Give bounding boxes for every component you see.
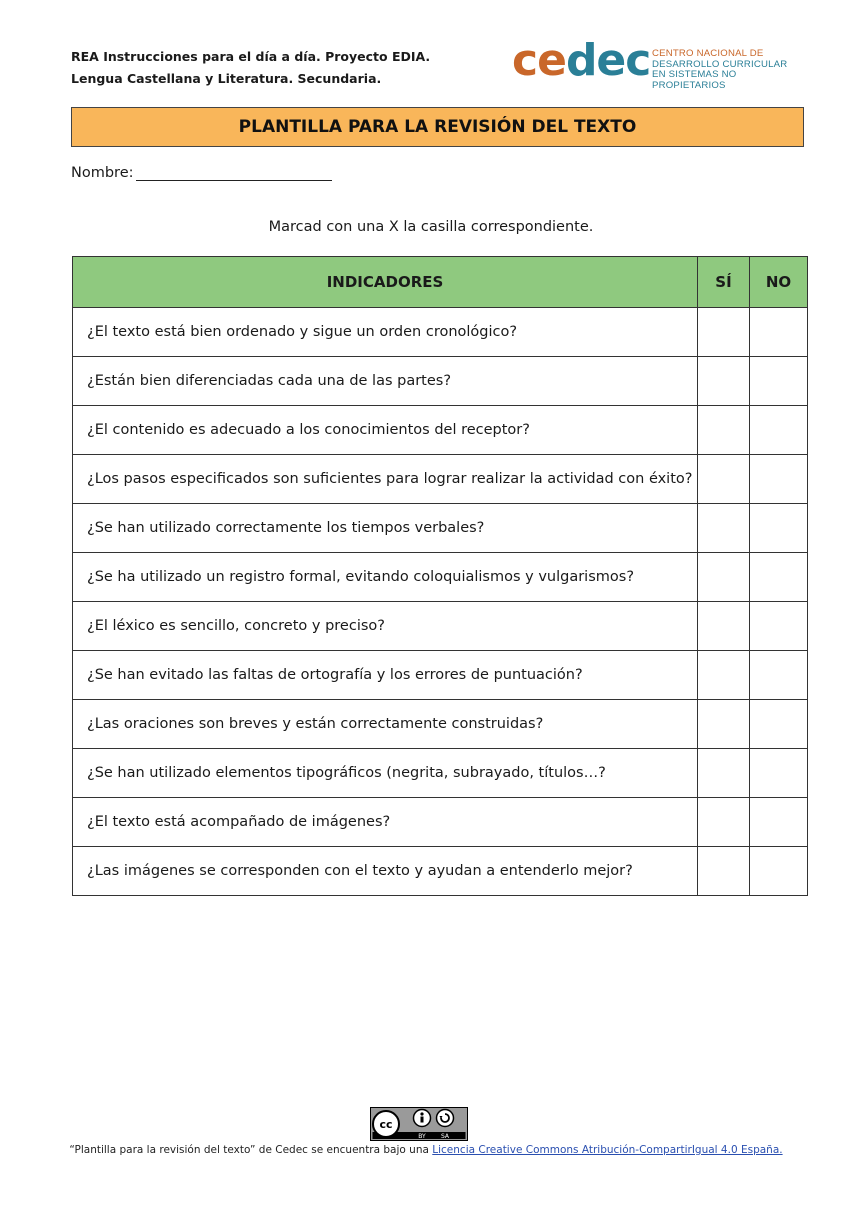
logo-subtitle-line-1: CENTRO NACIONAL DE <box>652 48 764 59</box>
table-row <box>73 455 808 504</box>
license-link[interactable]: Licencia Creative Commons Atribución-CompartirIgual 4.0 España. <box>432 1144 783 1156</box>
table-row <box>73 798 808 847</box>
table-row <box>73 553 808 602</box>
indicator-text: ¿Las imágenes se corresponden con el texto y ayudan a entenderlo mejor? <box>73 847 698 896</box>
cedec-logo <box>512 35 812 91</box>
logo-word-part-1: ce <box>512 35 566 86</box>
si-checkbox-cell[interactable] <box>698 357 750 406</box>
no-checkbox-cell[interactable] <box>750 700 808 749</box>
indicator-text: ¿Están bien diferenciadas cada una de las partes? <box>73 357 698 406</box>
instruction-text: Marcad con una X la casilla correspondiente. <box>268 219 594 235</box>
table-row <box>73 651 808 700</box>
logo-word-part-2: dec <box>565 35 651 86</box>
table-row <box>73 406 808 455</box>
si-checkbox-cell[interactable] <box>698 847 750 896</box>
header-si: SÍ <box>698 257 750 308</box>
indicator-text: ¿El texto está acompañado de imágenes? <box>73 798 698 847</box>
page-title: PLANTILLA PARA LA REVISIÓN DEL TEXTO <box>71 107 804 147</box>
indicator-text: ¿El léxico es sencillo, concreto y preciso? <box>73 602 698 651</box>
no-checkbox-cell[interactable] <box>750 798 808 847</box>
name-label: Nombre: <box>71 165 134 181</box>
document-header <box>71 46 430 90</box>
si-checkbox-cell[interactable] <box>698 602 750 651</box>
si-checkbox-cell[interactable] <box>698 749 750 798</box>
table-row <box>73 308 808 357</box>
license-footer <box>0 1144 852 1156</box>
table-row <box>73 700 808 749</box>
no-checkbox-cell[interactable] <box>750 602 808 651</box>
logo-subtitle-line-3: EN SISTEMAS NO PROPIETARIOS <box>652 69 737 91</box>
si-checkbox-cell[interactable] <box>698 406 750 455</box>
indicator-text: ¿Se han utilizado correctamente los tiempos verbales? <box>73 504 698 553</box>
table-row <box>73 602 808 651</box>
table-row <box>73 847 808 896</box>
indicator-text: ¿Las oraciones son breves y están correctamente construidas? <box>73 700 698 749</box>
no-checkbox-cell[interactable] <box>750 553 808 602</box>
by-label: BY <box>418 1133 426 1140</box>
no-checkbox-cell[interactable] <box>750 406 808 455</box>
logo-subtitle-line-2: DESARROLLO CURRICULAR <box>652 58 788 70</box>
no-checkbox-cell[interactable] <box>750 504 808 553</box>
si-checkbox-cell[interactable] <box>698 455 750 504</box>
no-checkbox-cell[interactable] <box>750 455 808 504</box>
table-header-row <box>73 257 808 308</box>
no-checkbox-cell[interactable] <box>750 651 808 700</box>
cc-by-sa-badge[interactable] <box>370 1107 468 1145</box>
table-row <box>73 357 808 406</box>
header-line-1: REA Instrucciones para el día a día. Proyecto EDIA. <box>71 49 431 64</box>
name-blank-line[interactable] <box>136 164 332 181</box>
name-field <box>71 164 332 181</box>
no-checkbox-cell[interactable] <box>750 357 808 406</box>
cc-license-icon <box>370 1107 468 1141</box>
table-row <box>73 749 808 798</box>
indicator-text: ¿Se ha utilizado un registro formal, evitando coloquialismos y vulgarismos? <box>73 553 698 602</box>
no-checkbox-cell[interactable] <box>750 749 808 798</box>
license-intro-text: “Plantilla para la revisión del texto” de Cedec se encuentra bajo una <box>69 1144 433 1156</box>
cc-label: cc <box>379 1118 393 1131</box>
header-indicadores: INDICADORES <box>73 257 698 308</box>
no-checkbox-cell[interactable] <box>750 308 808 357</box>
header-no: NO <box>750 257 808 308</box>
si-checkbox-cell[interactable] <box>698 651 750 700</box>
no-checkbox-cell[interactable] <box>750 847 808 896</box>
sa-label: SA <box>440 1133 450 1140</box>
si-checkbox-cell[interactable] <box>698 798 750 847</box>
indicator-text: ¿El contenido es adecuado a los conocimientos del receptor? <box>73 406 698 455</box>
review-table <box>72 256 808 896</box>
si-checkbox-cell[interactable] <box>698 504 750 553</box>
header-line-2: Lengua Castellana y Literatura. Secundaria. <box>71 71 382 86</box>
indicator-text: ¿Se han utilizado elementos tipográficos (negrita, subrayado, títulos…? <box>73 749 698 798</box>
indicator-text: ¿Se han evitado las faltas de ortografía y los errores de puntuación? <box>73 651 698 700</box>
logo-wordmark <box>512 34 650 88</box>
indicator-text: ¿El texto está bien ordenado y sigue un orden cronológico? <box>73 308 698 357</box>
table-row <box>73 504 808 553</box>
si-checkbox-cell[interactable] <box>698 700 750 749</box>
si-checkbox-cell[interactable] <box>698 308 750 357</box>
si-checkbox-cell[interactable] <box>698 553 750 602</box>
logo-subtitle <box>652 49 812 91</box>
indicator-text: ¿Los pasos especificados son suficientes para lograr realizar la actividad con éxito? <box>73 455 698 504</box>
